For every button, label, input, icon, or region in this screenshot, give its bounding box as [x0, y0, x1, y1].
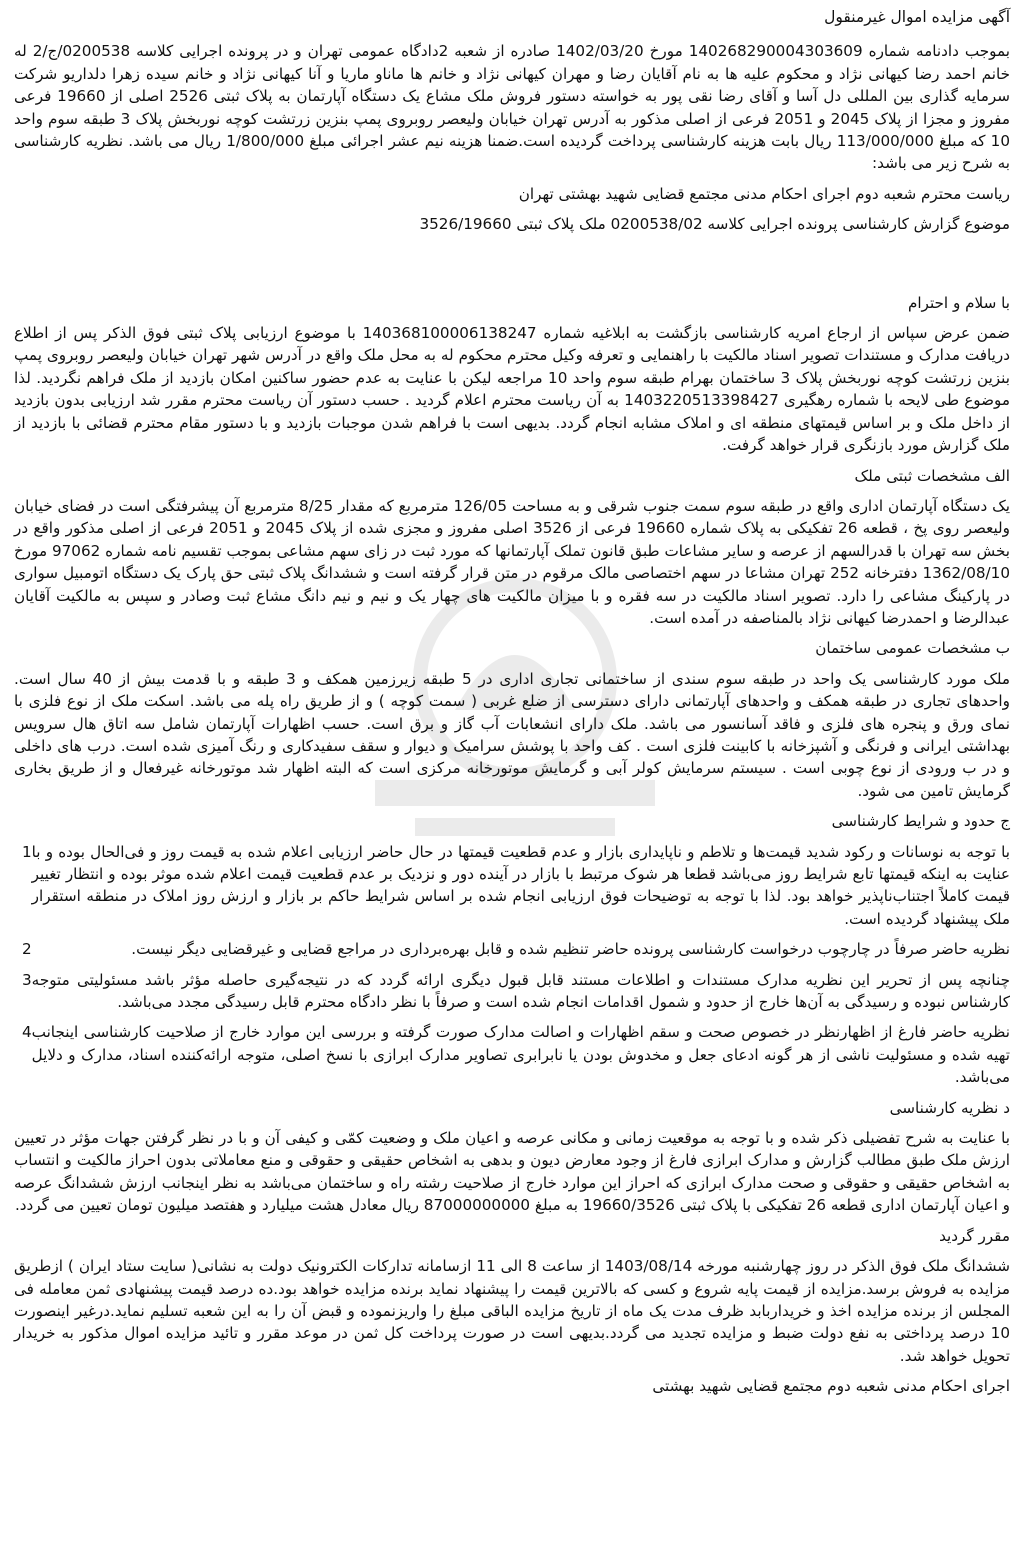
resolved-heading: مقرر گردید	[939, 1226, 1010, 1245]
condition-item-2	[14, 938, 1010, 960]
condition-text: نظریه حاضر فارغ از اظهارنظر در خصوص صحت و سقم اظهارات و اصالت مدارک صورت گرفته و بررسی این موارد خارج از صلاحیت کارشناسی اینجانب تهیه شده و مسئولیت ناشی از هر گونه ادعای جعل و مخدوش بودن یا نابرابری تصاویر مدارک ابرازی با نسخ اصلی، متوجه ارائه‌کننده اسناد، مدارک و دلایل می‌باشد.	[31, 1023, 1010, 1087]
notice-title: آگهی مزایده اموال غیرمنقول	[824, 8, 1010, 26]
section-a-heading: الف مشخصات ثبتی ملک	[854, 466, 1010, 485]
section-a-body: یک دستگاه آپارتمان اداری واقع در طبقه سوم سمت جنوب شرقی و به مساحت 126/05 مترمربع که مقدار 8/25 مترمربع آن پیشرفتگی است در فضای خیابان ولیعصر روی پخ ، قطعه 26 تفکیکی به پلاک شماره 19660 فرعی از 3526 اصلی مفروز و مجزی شده از پلاک 2045 و 2051 فرعی از اصلی مذکور واقع در بخش سه تهران با قدرالسهم از عرصه و سایر مشاعات طبق قانون تملک آپارتمانها که مورد ثبت در زای سهم مشاعی بموجب تقسیم نامه شماره 97062 مورخ 1362/08/10 دفترخانه 252 تهران مشاعا در سهم اختصاصی مالک مرقوم در متن قرار گرفته است و ششدانگ پلاک ثبتی حق پارک یک دستگاه اتومبیل سواری در پارکینگ مشاعی را دارد. تصویر اسناد مالکیت در سه فقره و با میزان مالکیت های چهار یک و نیم و نیم دانگ مشاع ثبت وصادر و سپس به مالکیت آقایان عبدالرضا و احمدرضا کیهانی نژاد بالمناصفه در آمده است.	[14, 496, 1010, 627]
condition-item-4	[14, 1021, 1010, 1088]
section-d-body: با عنایت به شرح تفضیلی ذکر شده و با توجه به موقعیت زمانی و مکانی عرصه و اعیان ملک و وضعیت کمّی و کیفی آن و با در نظر گرفتن جهات مؤثر در تعیین ارزش ملک طبق مطالب گزارش و مدارک ابرازی فارغ از وجود معارض دیون و بدهی به اشخاص حقیقی و حقوقی و منع معاملاتی بدون احراز مالکیت و انتساب به اشخاص حقیقی و حقوقی و صحت مدارک ابرازی که احراز این موارد خارج از صلاحیت رشته راه و ساختمان می‌باشد به نظر اینجانب ارزش ششدانگ عرصه و اعیان آپارتمان اداری قطعه 26 تفکیکی با پلاک ثبتی 19660/3526 به مبلغ 87000000000 ریال معادل هشت میلیارد و هفتصد میلیون تومان تعیین می گردد.	[14, 1129, 1010, 1215]
condition-text: با توجه به نوسانات و رکود شدید قیمت‌ها و تلاطم و ناپایداری بازار و عدم قطعیت قیمتها در حال حاضر ارزیابی اعلام شده به قیمت روز و فی‌الحال بوده و با عنایت به اینکه قیمتها تابع شرایط روز می‌باشد قطعا هر شوک مرتبط با بازار در آینده دور و نزدیک بر عدم قطعیت قیمت اعلام شده موثر بوده و انتظار تغییر قیمت کاملاً اجتناب‌ناپذیر خواهد بود. لذا با توجه به توضیحات فوق ارزیابی انجام شده بر اساس شرایط حاکم بر بازار و ارزش روز املاک در منطقه استقرار ملک پیشنهاد گردیده است.	[31, 842, 1010, 928]
section-b-heading: ب مشخصات عمومی ساختمان	[815, 639, 1010, 658]
condition-number: 4	[22, 1023, 32, 1042]
report-greeting: با سلام و احترام	[907, 293, 1010, 312]
notice-intro: بموجب دادنامه شماره 140268290004303609 مورخ 1402/03/20 صادره از شعبه 2دادگاه عمومی تهران و در پرونده اجرایی کلاسه 0200538/ج/2 له خانم احمد رضا کیهانی نژاد و محکوم علیه ها به نام آقایان رضا و مهران کیهانی نژاد و خانم ها ماناو ماریا و آنا کیهانی نژاد و خانم سیده زهرا دلداریو شرکت سرمایه گذاری بین المللی دل آسا و آقای رضا نقی پور به خواسته دستور فروش ملک مشاع یک دستگاه آپارتمان به پلاک ثبتی 2526 اصلی از 19660 فرعی مفروز و مجزا از پلاک 2045 و 2051 فرعی از اصلی مذکور به آدرس تهران خیابان ولیعصر روبروی پمپ بنزین زرتشت کوچه نوربخش پلاک 3 طبقه سوم واحد 10 که مبلغ 113/000/000 ریال بابت هزینه کارشناسی پرداخت گردیده است.ضمنا هزینه نیم عشر اجرائی مبلغ 1/800/000 ریال می باشد. نظریه کارشناسی به شرح زیر می باشد:	[14, 42, 1010, 173]
condition-item-3	[14, 969, 1010, 1014]
section-d-heading: د نظریه کارشناسی	[889, 1098, 1010, 1117]
condition-number: 2	[22, 940, 32, 959]
report-subject: موضوع گزارش کارشناسی پرونده اجرایی کلاسه 0200538/02 ملک پلاک ثبتی 3526/19660	[419, 215, 1010, 234]
report-opening: ضمن عرض سپاس از ارجاع امریه کارشناسی بازگشت به ابلاغیه شماره 140368100006138247 با موضوع ارزیابی پلاک ثبتی فوق الذکر پس از اطلاع دریافت مدارک و مستندات تصویر اسناد مالکیت با راهنمایی و تعرفه وکیل محترم محکوم له به محل ملک واقع در آدرس شهر تهران خیابان ولیعصر روبروی پمپ بنزین زرتشت کوچه نوربخش پلاک 3 ساختمان بهرام طبقه سوم واحد 10 مراجعه لیکن با عنایت به عدم حضور ساکنین امکان بازدید از ملک فراهم نگردید. لذا موضوع طی لایحه با شماره رهگیری 1403220513398427 به آن ریاست محترم اعلام گردید . حسب دستور آن ریاست محترم مقرر شد ارزیابی بدون بازدید از داخل ملک و بر اساس قیمتهای منطقه ای و املاک مشابه انجام گردد. بدیهی است با فراهم شدن موجبات بازدید و با دستور مقام محترم قضائی با بازدید از ملک گزارش مورد بازنگری قرار خواهد گرفت.	[14, 324, 1011, 455]
section-b-body: ملک مورد کارشناسی یک واحد در طبقه سوم سندی از ساختمانی تجاری اداری در 5 طبقه زیرزمین همکف و 3 طبقه و با قدمت بیش از 40 سال است. واحدهای تجاری در طبقه همکف و واحدهای آپارتمانی دارای دسترسی از ضلع غربی ( سمت کوچه ) و از طریق راه پله می باشد. اسکت ملک از نوع فلزی با نمای ورق و پنجره های فلزی و فاقد آسانسور می باشد. ملک دارای انشعابات آب گاز و برق است. حسب اظهارات آپارتمان شامل سه اتاق هال سرویس بهداشتی ایرانی و فرنگی و آشپزخانه با کابینت فلزی است . کف واحد با پوشش سرامیک و دیوار و سقف سفیدکاری و رنگ آمیزی شده است. درب های داخلی و در ب ورودی از نوع چوبی است . سیستم سرمایش کولر آبی و گرمایش موتورخانه مرکزی است که البته اظهار شد موتورخانه غیرفعال و از طریق بخاری گرمایش تامین می شود.	[14, 669, 1010, 800]
condition-number: 3	[22, 970, 32, 989]
condition-text: چنانچه پس از تحریر این نظریه مدارک مستندات و اطلاعات مستند قابل قبول دیگری ارائه گردد که در نتیجه‌گیری حاصله مؤثر باشد مسئولیتی متوجه کارشناس نبوده و رسیدگی به آن‌ها خارج از حدود و شمول اقدامات انجام شده است و صرفاً با نظر دادگاه محترم قابل رسیدگی مجدد می‌باشد.	[31, 970, 1010, 1012]
report-addressee: ریاست محترم شعبه دوم اجرای احکام مدنی مجتمع قضایی شهید بهشتی تهران	[518, 184, 1010, 203]
issuer-footer: اجرای احکام مدنی شعبه دوم مجتمع قضایی شهید بهشتی	[652, 1377, 1010, 1396]
condition-text: نظریه حاضر صرفاً در چارچوب درخواست کارشناسی پرونده حاضر تنظیم شده و قابل بهره‌برداری در مراجع قضایی و غیرقضایی دیگر نیست.	[131, 940, 1010, 959]
section-c-heading: ج حدود و شرایط کارشناسی	[831, 812, 1010, 831]
resolved-body: ششدانگ ملک فوق الذکر در روز چهارشنبه مورخه 1403/08/14 از ساعت 8 الی 11 ازسامانه تدارکات الکترونیک دولت به نشانی( سایت ستاد ایران ) ازطریق مزایده به فروش برسد.مزایده از قیمت پایه شروع و کسی که بالاترین قیمت را پیشنهاد نماید برنده مزایده خواهد بود.ده درصد قیمت پیشنهادی ثمن معامله فی المجلس از برنده مزایده اخذ و خریداربابد ظرف مدت یک ماه از تاریخ مزایده الباقی مبلغ را واریزنموده و قبض آن را به این شعبه تسلیم نماید.درغیر اینصورت 10 درصد پرداختی به نفع دولت ضبط و مزایده تجدید می گردد.بدیهی است در صورت پرداخت کل ثمن در موعد مقرر و تائید مزایده اموال مذکور به خریدار تحویل خواهد شد.	[14, 1257, 1010, 1365]
condition-item-1	[14, 841, 1010, 931]
condition-number: 1	[22, 842, 32, 861]
